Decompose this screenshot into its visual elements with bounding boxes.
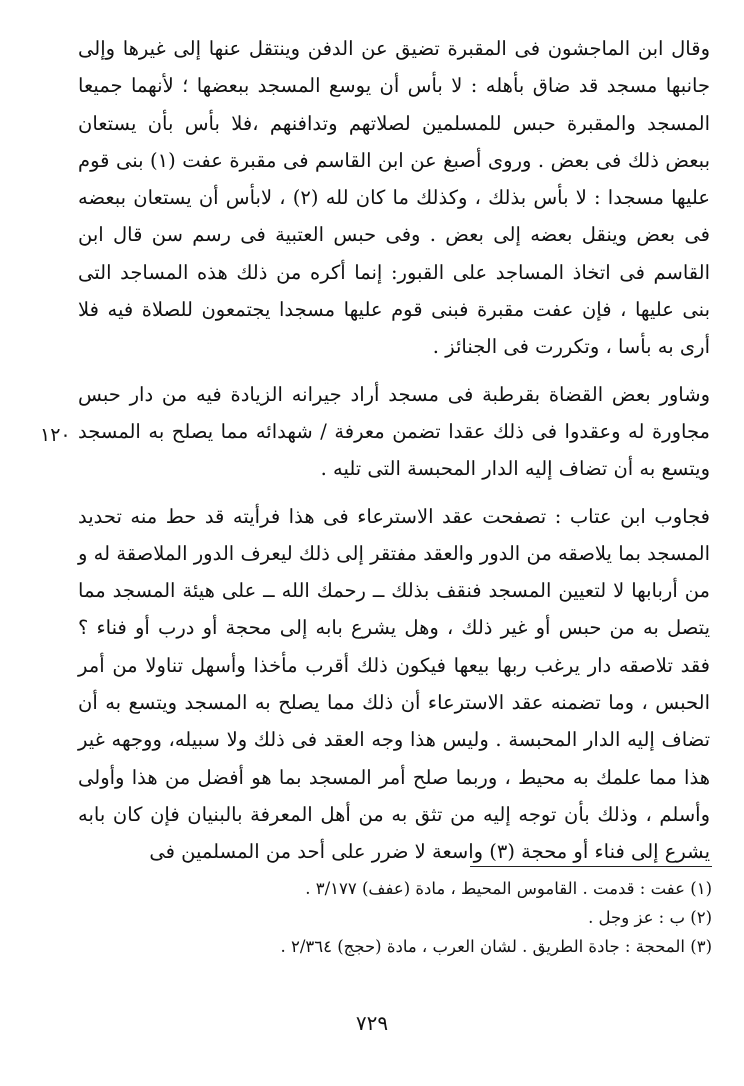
page-number: ٧٢٩ — [355, 1011, 389, 1035]
paragraph-1: وقال ابن الماجشون فى المقبرة تضيق عن الدفن وينتقل عنها إلى غيرها وإلى جانبها مسجد قد ضاق بأهله : لا بأس أن يوسع المسجد ببعضها ؛ لأنهما جميعا المسجد والمقبرة حبس للمسلمين لصلاتهم وتدافنهم ،فلا بأس بأن يستعان ببعض ذلك فى بعض . وروى أصبغ عن ابن القاسم فى مقبرة عفت (١) بنى قوم عليها مسجدا : لا بأس بذلك ، وكذلك ما كان لله (٢) ، لابأس أن يستعان ببعضه فى بعض وينقل بعضه إلى بعض . وفى حبس العتبية فى رسم سن قال ابن القاسم فى اتخاذ المساجد على القبور: إنما أكره من ذلك هذه المساجد التى بنى عليها ، فإن عفت مقبرة فبنى قوم عليها مسجدا يجتمعون للصلاة فيه فلا أرى به بأسا ، وتكررت فى الجنائز . — [78, 37, 710, 359]
margin-folio-number: ١٢٠ — [40, 424, 71, 446]
footnote-2: (٢) ب : عز وجل . — [588, 908, 712, 927]
main-text — [78, 30, 710, 871]
footnote-3: (٣) المحجة : جادة الطريق . لشان العرب ، مادة (حجج) ٢/٣٦٤ . — [280, 937, 712, 956]
footnotes — [150, 874, 712, 961]
footnote-separator — [470, 866, 712, 867]
footnote-1: (١) عفت : قدمت . القاموس المحيط ، مادة (عفف) ٣/١٧٧ . — [305, 879, 712, 898]
paragraph-2: وشاور بعض القضاة بقرطبة فى مسجد أراد جيرانه الزيادة فيه من دار حبس مجاورة له وعقدوا فى ذلك عقدا تضمن معرفة / شهدائه مما يصلح به المسجد ويتسع به أن تضاف إليه الدار المحبسة التى تليه . — [78, 382, 710, 481]
paragraph-3: فجاوب ابن عتاب : تصفحت عقد الاسترعاء فى هذا فرأيته قد حط منه تحديد المسجد بما يلاصقه من الدور والعقد مفتقر إلى ذلك ليعرف الدور الملاصقة له و من أربابها لا لتعيين المسجد فنقف بذلك ــ رحمك الله ــ على هيئة المسجد مما يتصل به من حبس أو غير ذلك ، وهل يشرع بابه إلى محجة أو درب أو فناء ؟ فقد تلاصقه دار يرغب ربها بيعها فيكون ذلك أقرب مأخذا وأسهل تناولا من أمر الحبس ، وما تضمنه عقد الاسترعاء أن ذلك مما يصلح به المسجد ويتسع به أن تضاف إليه الدار المحبسة . وليس هذا وجه العقد فى ذلك ولا سبيله، ووجهه غير هذا مما علمك به محيط ، وربما صلح أمر المسجد بما هو أفضل من هذا وأولى وأسلم ، وذلك بأن توجه إليه من تثق به من أهل المعرفة بالبنيان فإن كان بابه يشرع إلى فناء أو محجة (٣) واسعة لا ضرر على أحد من المسلمين فى — [78, 504, 710, 864]
